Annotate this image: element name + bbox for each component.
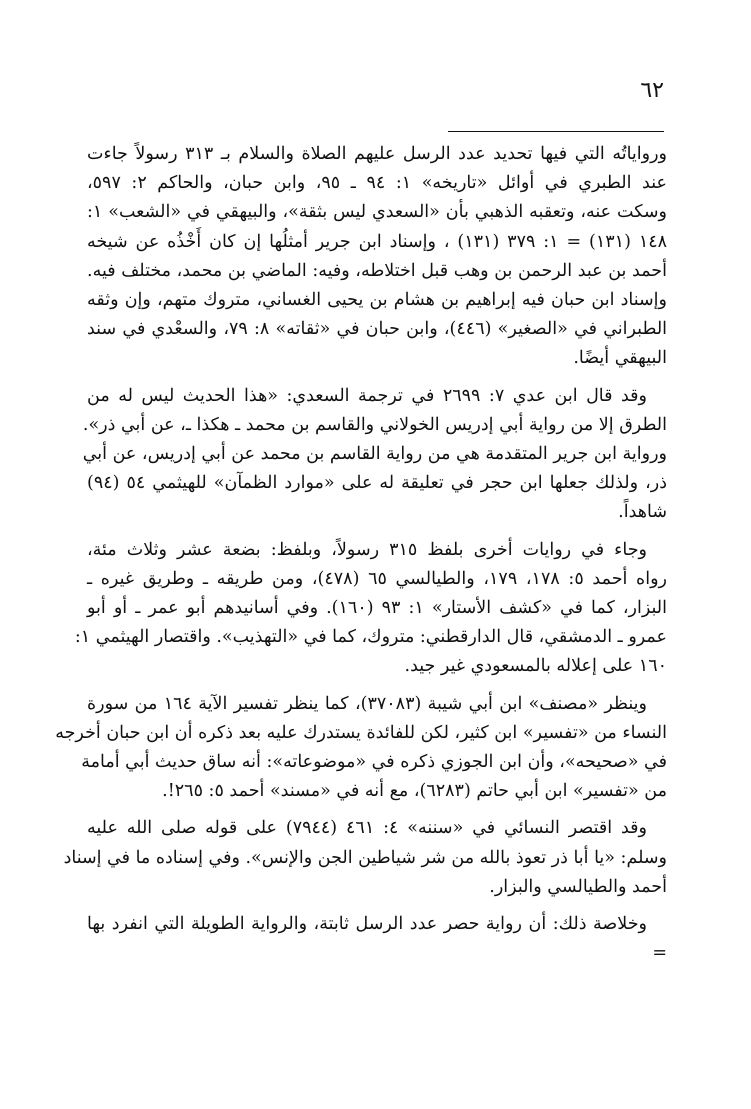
text-line: البيهقي أيضًا. [573,348,667,369]
text-line: عند الطبري في أوائل «تاريخه» ١: ٩٤ ـ ٩٥، وابن حبان، والحاكم ٢: ٥٩٧، [87,173,667,194]
text-line: أحمد بن عبد الرحمن بن وهب قبل اختلاطه، وفيه: الماضي بن محمد، مختلف فيه. [87,260,667,281]
text-line: في «صحيحه»، وأن ابن الجوزي ذكره في «موضوعاته»: أنه ساق حديث أبي أمامة [81,752,667,773]
footnote-text [55,140,668,968]
footnote-separator [448,131,664,132]
text-line: وخلاصة ذلك: أن رواية حصر عدد الرسل ثابتة، والرواية الطويلة التي انفرد بها [87,914,647,935]
text-line: وسلم: «يا أبا ذر تعوذ بالله من شر شياطين الجن والإنس». وفي إسناده ما في إسناد [63,847,667,868]
paragraph-6 [87,910,667,968]
paragraph-3 [74,536,667,682]
text-line: وجاء في روايات أخرى بلفظ ٣١٥ رسولاً، وبلفظ: بضعة عشر وثلاث مئة، [87,539,648,560]
text-line: شاهداً. [618,502,667,523]
text-line: الطرق إلا من رواية أبي إدريس الخولاني والقاسم بن محمد ـ هكذا ـ، عن أبي ذر». [82,414,667,435]
text-line: وإسناد ابن حبان فيه إبراهيم بن هشام بن يحيى الغساني، متروك متهم، وإن وثقه [87,290,667,311]
text-line: البزار، كما في «كشف الأستار» ١: ٩٣ (١٦٠). وفي أسانيدهم أبو عمر ـ أو أبو [87,598,667,619]
text-line: ذر، ولذلك جعلها ابن حجر في تعليقة له على «موارد الظمآن» للهيثمي ٥٤ (٩٤) [87,473,667,494]
page-number: ٦٢ [640,78,664,103]
text-line: أحمد والطيالسي والبزار. [489,876,667,897]
paragraph-4 [55,690,667,807]
text-line: وقد قال ابن عدي ٧: ٢٦٩٩ في ترجمة السعدي: «هذا الحديث ليس له من [87,385,648,406]
text-line: ١٤٨ (١٣١) = ١: ٣٧٩ (١٣١) ، وإسناد ابن جرير أمثلُها إن كان أَخْذُه عن شيخه [87,231,668,252]
text-line: من «تفسير» ابن أبي حاتم (٦٢٨٣)، مع أنه في «مسند» أحمد ٥: ٢٦٥!. [162,781,667,802]
text-line: النساء من «تفسير» ابن كثير، لكن للفائدة يستدرك عليه بعد ذكره أن ابن حبان أخرجه [55,722,667,743]
text-line: وينظر «مصنف» ابن أبي شيبة (٣٧٠٨٣)، كما ينظر تفسير الآية ١٦٤ من سورة [87,693,647,714]
text-line: ورواياتُه التي فيها تحديد عدد الرسل عليهم الصلاة والسلام بـ ٣١٣ رسولاً جاءت [87,144,667,164]
paragraph-2 [82,382,667,528]
paragraph-5 [63,814,667,902]
text-line: عمرو ـ الدمشقي، قال الدارقطني: متروك، كما في «التهذيب». واقتصار الهيثمي ١: [74,627,667,648]
continuation-mark: = [652,943,667,964]
text-line: وسكت عنه، وتعقبه الذهبي بأن «السعدي ليس بثقة»، والبيهقي في «الشعب» ١: [87,202,667,223]
text-line: وقد اقتصر النسائي في «سننه» ٤: ٤٦١ (٧٩٤٤) على قوله صلى الله عليه [87,818,647,839]
text-line: ١٦٠ على إعلاله بالمسعودي غير جيد. [404,656,667,677]
paragraph-1 [87,140,667,374]
text-line: الطبراني في «الصغير» (٤٤٦)، وابن حبان في «ثقاته» ٨: ٧٩، والسعْدي في سند [87,319,668,340]
text-line: ورواية ابن جرير المتقدمة هي من رواية القاسم بن محمد عن أبي إدريس، عن أبي [82,444,667,465]
text-line: رواه أحمد ٥: ١٧٨، ١٧٩، والطيالسي ٦٥ (٤٧٨)، ومن طريقه ـ وطريق غيره ـ [87,568,667,589]
